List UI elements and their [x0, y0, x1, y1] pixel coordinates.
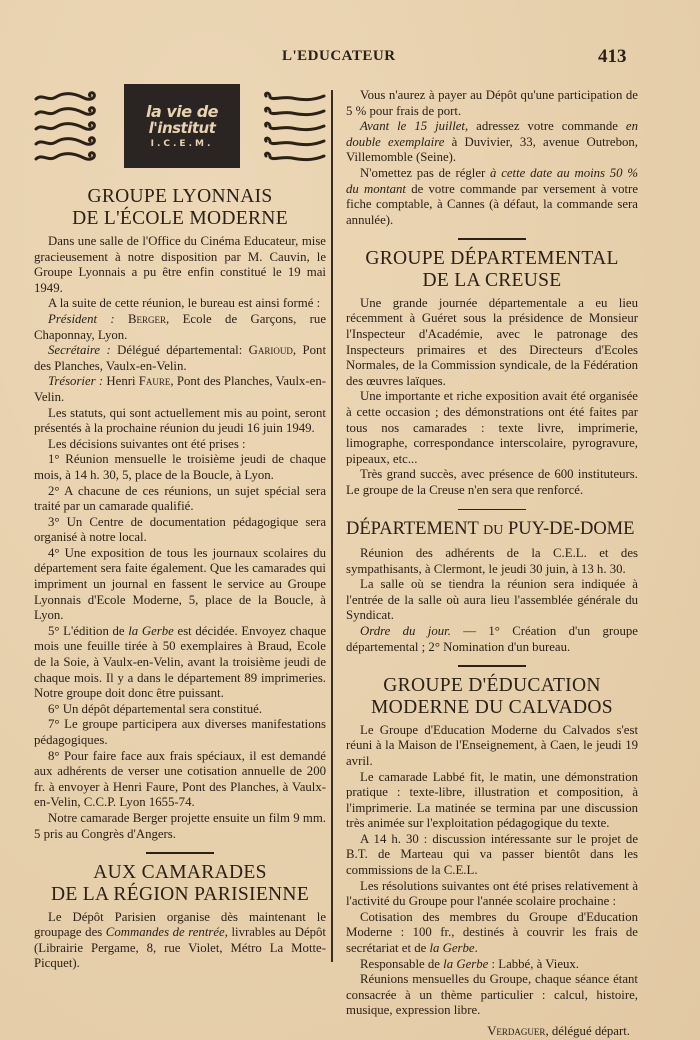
paragraph	[346, 119, 638, 166]
right-column	[346, 88, 638, 1039]
text: de votre commande par versement à votre fiche comptable, à Cannes (à défaut, la commande sera annulée).	[346, 181, 638, 227]
decision-item: 3° Un Centre de documentation pédagogique sera organisé à notre local.	[34, 514, 326, 545]
text: , Pont des Planches, Vaulx-en-Velin.	[34, 343, 326, 373]
page-number: 413	[598, 46, 627, 67]
section-rule	[458, 665, 526, 667]
scroll-flourish-icon	[34, 120, 98, 135]
scroll-flourish-icon	[262, 90, 326, 105]
scroll-flourish-icon	[34, 90, 98, 105]
column-divider	[331, 90, 333, 962]
title-line: DE LA CREUSE	[422, 269, 562, 291]
text: Cotisation des membres du Groupe d'Education Moderne : 100 fr., destinés à couvrir les frais de secrétariat et de	[346, 909, 638, 956]
scroll-flourish-icon	[34, 150, 98, 165]
logo-text-line1: la vie de	[146, 101, 218, 121]
paragraph: La salle où se tiendra la réunion sera indiquée à l'entrée de la salle où aura lieu l'assemblée générale du Syndicat.	[346, 577, 638, 623]
scroll-flourish-icon	[34, 105, 98, 120]
logo-text-line2: l'institut	[148, 118, 216, 137]
scroll-flourish-icon	[262, 105, 326, 120]
scroll-flourish-icon	[262, 120, 326, 135]
paragraph-tresorier	[34, 374, 326, 405]
title-line: GROUPE LYONNAIS	[87, 186, 273, 207]
paragraph: Les décisions suivantes ont été prises :	[48, 436, 246, 451]
name: Garioud	[248, 343, 293, 358]
flourish-group-left	[34, 90, 98, 165]
title-text-small: DU	[483, 523, 504, 539]
decision-item	[34, 624, 326, 702]
paragraph: Les résolutions suivantes ont été prises relativement à l'activité du Groupe pour l'année scolaire prochaine :	[346, 878, 638, 909]
paragraph: Notre camarade Berger projette ensuite un film 9 mm. 5 pris au Congrès d'Angers.	[34, 810, 326, 841]
text-italic: Ordre du jour.	[360, 624, 451, 639]
text: Délégué départemental:	[110, 343, 249, 358]
paragraph: Les statuts, qui sont actuellement mis au point, seront présentés à la prochaine réunion du jeudi 16 juin 1949.	[34, 405, 326, 436]
signature-name: Verdaguer	[487, 1024, 546, 1038]
paragraph	[346, 166, 638, 228]
left-column	[34, 80, 326, 972]
label: Président :	[48, 311, 115, 326]
scroll-flourish-icon	[262, 135, 326, 150]
text: Henri	[103, 374, 139, 389]
text-italic: la Gerbe	[429, 941, 475, 956]
paragraph	[346, 957, 638, 973]
paragraph-secretaire	[34, 343, 326, 374]
text: 5° L'édition de	[48, 623, 129, 638]
paragraph: Réunion des adhérents de la C.E.L. et des sympathisants, à Clermont, le jeudi 30 juin, à 13 h. 30.	[346, 546, 638, 576]
title-line: GROUPE D'ÉDUCATION	[383, 674, 601, 696]
la-vie-de-l-institut-logo-icon	[124, 84, 240, 168]
text-italic: en double exemplaire	[346, 119, 638, 149]
paragraph: A 14 h. 30 : discussion intéressante sur le projet de B.T. de Marteau qui va passer bientôt dans les commissions de la C.E.L.	[346, 831, 638, 878]
text: , Ecole de Garçons, rue Chaponnay, Lyon.	[34, 311, 326, 342]
running-header	[0, 46, 700, 68]
title-text: PUY-DE-DOME	[503, 519, 635, 540]
text-italic: à cette date au moins 50 % du montant	[346, 165, 638, 196]
title-line: DE L'ÉCOLE MODERNE	[72, 208, 288, 229]
name: Faure	[138, 374, 171, 389]
name: Berger	[128, 311, 167, 326]
article-puy-de-dome	[346, 518, 638, 655]
text: Le Dépôt Parisien organise dès maintenant le groupage des	[34, 909, 326, 940]
article-title	[346, 675, 638, 719]
scroll-flourish-icon	[262, 150, 326, 165]
article-title	[34, 186, 326, 230]
text: .	[474, 941, 478, 956]
decision-item: 7° Le groupe participera aux diverses manifestations pédagogiques.	[34, 717, 326, 747]
text: , livrables au Dépôt (Librairie Pergame, 8, rue Violet, Métro La Motte-Picquet).	[34, 925, 326, 971]
running-title: L'EDUCATEUR	[282, 48, 396, 64]
article-groupe-lyonnais	[34, 186, 326, 842]
text: : Labbé, à Vieux.	[488, 956, 579, 971]
article-title	[346, 248, 638, 292]
text: , adressez votre commande	[464, 119, 626, 134]
article-title	[34, 862, 326, 906]
paragraph: Une grande journée départementale a eu lieu récemment à Guéret sous la présidence de Monsieur l'Inspecteur d'Académie, avec le patronage des Inspecteurs primaires et des Directeurs d'Ecoles Normales, de la Commission syndicale, de la Fédération des œuvres laïques.	[346, 295, 638, 388]
paragraph	[34, 910, 326, 972]
paragraph	[346, 910, 638, 957]
paragraph: Réunions mensuelles du Groupe, chaque séance étant consacrée à un thème particulier : calcul, histoire, musique, expression libre.	[346, 972, 638, 1018]
paragraph: Le camarade Labbé fit, le matin, une démonstration pratique : texte-libre, illustration et composition, à l'imprimerie. La matinée se termina par une discussion très animée sur l'exploitation pédagogique du texte.	[346, 769, 638, 831]
text: à Duvivier, 33, avenue Outrebon, Villemomble (Seine).	[346, 134, 638, 165]
text: est décidée. Envoyez chaque mois une feuille tirée à 50 exemplaires à Braud, Ecole de la Soie, à Vaulx-en-Velin, avant la troisième jeudi de chaque mois. Il y a dans le département 89 imprimeries. Notre groupe doit donc être puissant.	[34, 623, 326, 701]
text-italic: la Gerbe	[128, 623, 174, 638]
article-title	[346, 518, 638, 542]
section-rule	[458, 238, 526, 240]
paragraph-president	[34, 312, 326, 343]
article-region-parisienne	[34, 862, 326, 972]
paragraph: Très grand succès, avec présence de 600 instituteurs. Le groupe de la Creuse n'en sera que renforcé.	[346, 467, 638, 497]
label: Trésorier :	[48, 374, 104, 389]
signature	[346, 1023, 638, 1039]
paragraph	[346, 624, 638, 655]
decision-item: 2° A chacune de ces réunions, un sujet spécial sera traité par un camarade qualifié.	[34, 483, 326, 514]
decision-item: 4° Une exposition de tous les journaux scolaires du département sera faite également. Que les camarades qui impriment un journal en fassent le service au Groupe Lyonnais d'Ecole Moderne, 5, place de la Boucle, à Lyon.	[34, 545, 326, 623]
decision-item: 8° Pour faire face aux frais spéciaux, il est demandé aux adhérents de verser une cotisation annuelle de 200 fr. à envoyer à Henri Faure, Pont des Planches, à Vaulx-en-Velin, C.C.P. Lyon 1655-74.	[34, 748, 326, 810]
article-calvados	[346, 675, 638, 1039]
title-text: DÉPARTEMENT	[346, 519, 484, 540]
paragraph: Une importante et riche exposition avait été organisée à cette occasion ; des démonstrations ont été faites par tous nos camarades : texte livre, imprimerie, limographe, correspondance interscolaire, pyrogravure, pipeaux, etc...	[346, 389, 638, 466]
label: Secrétaire :	[48, 343, 111, 358]
text: Responsable de	[360, 956, 444, 971]
signature-role: , délégué départ.	[545, 1024, 630, 1038]
text-italic: Avant le 15 juillet	[360, 119, 465, 134]
article-creuse	[346, 248, 638, 499]
article-continuation	[346, 88, 638, 228]
decision-item: 1° Réunion mensuelle le troisième jeudi de chaque mois, à 14 h. 30, 5, place de la Boucle, à Lyon.	[34, 452, 326, 482]
title-line: DE LA RÉGION PARISIENNE	[50, 883, 310, 905]
scroll-flourish-icon	[34, 135, 98, 150]
text: , Pont des Planches, Vaulx-en-Velin.	[34, 374, 327, 404]
section-rule	[146, 852, 214, 854]
paragraph: Vous n'aurez à payer au Dépôt qu'une participation de 5 % pour frais de port.	[346, 88, 638, 118]
text: — 1° Création d'un groupe départemental ; 2° Nomination d'un bureau.	[346, 624, 638, 654]
text: N'omettez pas de régler	[360, 165, 491, 180]
paragraph: Dans une salle de l'Office du Cinéma Educateur, mise gracieusement à notre disposition par M. Cauvin, le Groupe Lyonnais a pu être enfin constitué le 19 mai 1949.	[34, 234, 326, 295]
section-rule	[458, 509, 526, 511]
title-line: GROUPE DÉPARTEMENTAL	[365, 247, 619, 269]
logo-text-line3: I.C.E.M.	[150, 138, 214, 149]
paragraph: Le Groupe d'Education Moderne du Calvados s'est réuni à la Maison de l'Enseignement, à Caen, le jeudi 19 avril.	[346, 722, 638, 768]
flourish-group-right	[262, 90, 326, 165]
text-italic: Commandes de rentrée	[105, 925, 225, 940]
text-italic: la Gerbe	[443, 956, 489, 971]
title-line: AUX CAMARADES	[93, 861, 267, 883]
section-ornament	[34, 80, 326, 170]
title-line: MODERNE DU CALVADOS	[371, 696, 613, 718]
decision-item: 6° Un dépôt départemental sera constitué.	[48, 701, 263, 716]
paragraph: A la suite de cette réunion, le bureau est ainsi formé :	[48, 296, 321, 311]
